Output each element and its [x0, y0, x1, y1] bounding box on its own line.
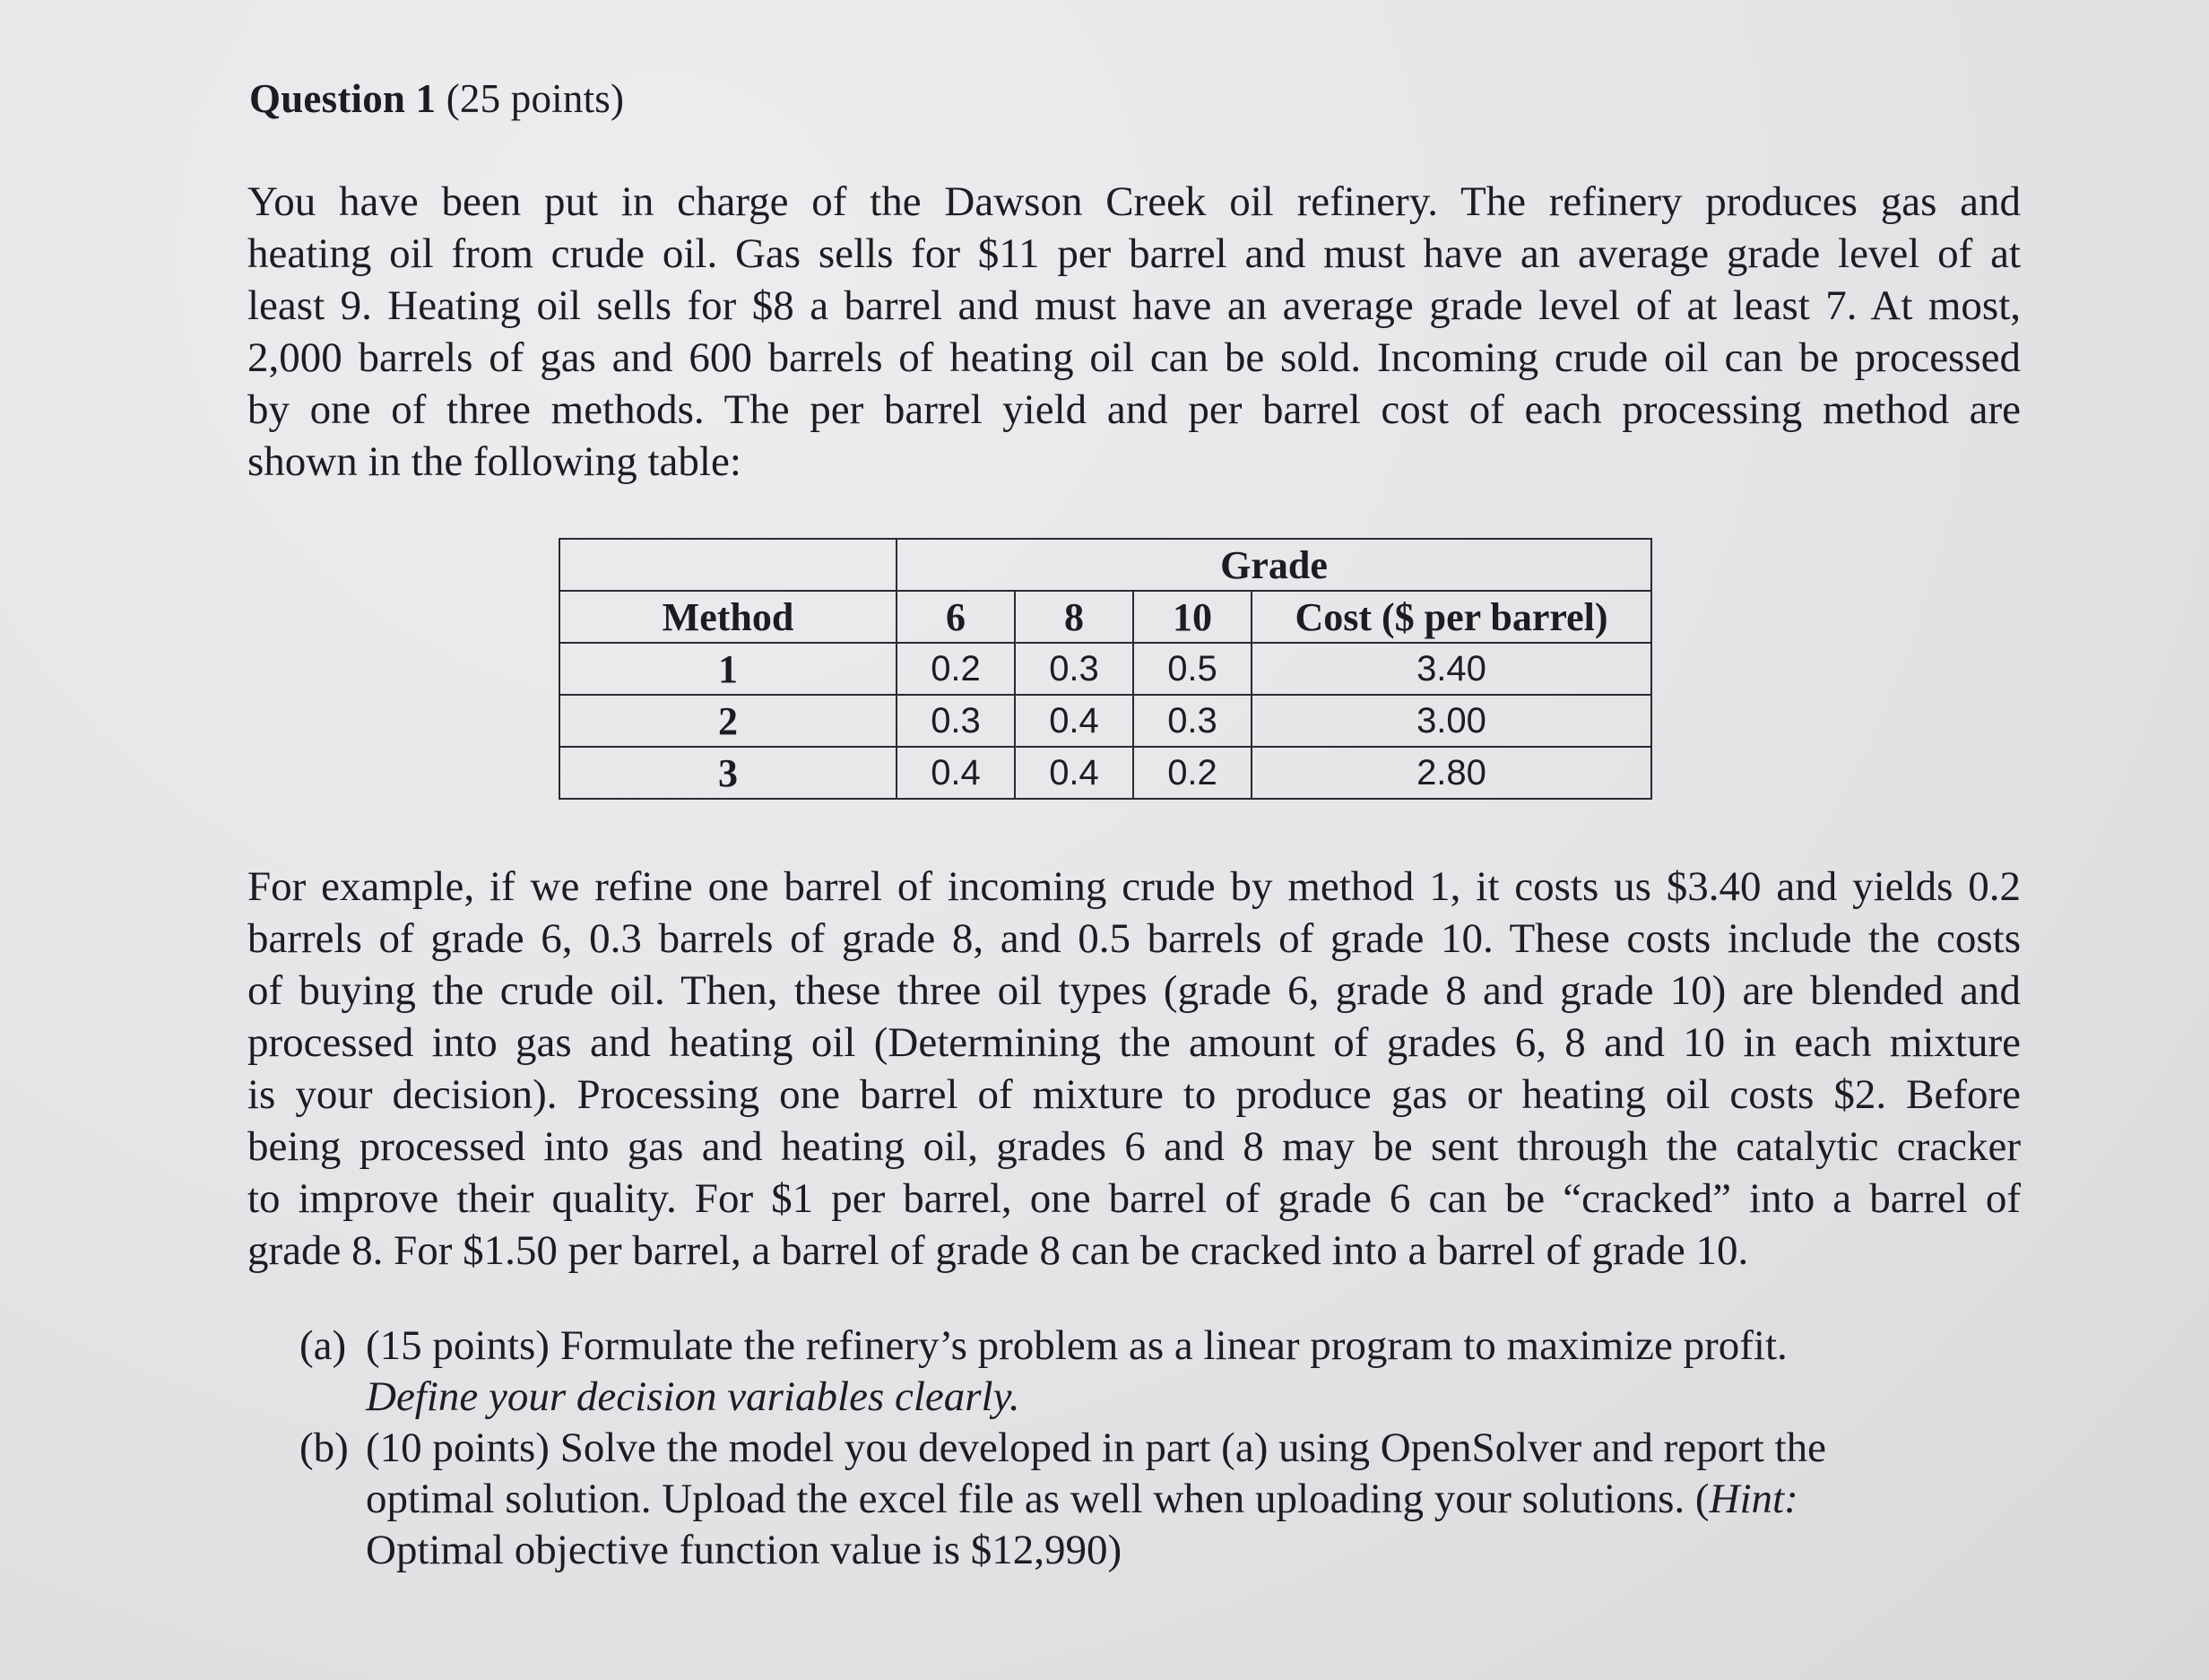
grade-6-cell: 0.2 — [897, 643, 1015, 695]
table-row — [559, 695, 1651, 747]
grade-10-cell: 0.5 — [1133, 643, 1252, 695]
question-parts — [299, 1321, 1913, 1576]
column-header-grade-10: 10 — [1133, 591, 1252, 643]
grade-8-cell: 0.3 — [1015, 643, 1133, 695]
grade-8-cell: 0.4 — [1015, 747, 1133, 799]
intro-paragraph — [247, 176, 2021, 488]
question-heading — [249, 75, 624, 122]
column-header-grade-6: 6 — [897, 591, 1015, 643]
table-cell — [559, 539, 897, 591]
intro-line: 2,000 barrels of gas and 600 barrels of heating oil can be sold. Incoming crude oil can be processed — [247, 334, 2021, 381]
table-row — [559, 747, 1651, 799]
grade-10-cell: 0.3 — [1133, 695, 1252, 747]
part-b-text: (10 points) Solve the model you developed in part (a) using OpenSolver and report the — [366, 1425, 1826, 1471]
example-paragraph — [247, 861, 2021, 1277]
hint-label: Hint: — [1709, 1476, 1798, 1522]
method-cell: 1 — [559, 643, 897, 695]
example-line: For example, if we refine one barrel of incoming crude by method 1, it costs us $3.40 and yields 0.2 — [247, 863, 2021, 910]
method-cell: 3 — [559, 747, 897, 799]
intro-line: heating oil from crude oil. Gas sells for $11 per barrel and must have an average grade level of at — [247, 230, 2021, 277]
intro-line: by one of three methods. The per barrel yield and per barrel cost of each processing method are — [247, 386, 2021, 433]
part-a-instruction: Define your decision variables clearly. — [366, 1373, 1020, 1420]
part-a-label: (a) — [299, 1322, 347, 1369]
column-header-grade-8: 8 — [1015, 591, 1133, 643]
intro-line: least 9. Heating oil sells for $8 a barrel and must have an average grade level of at least 7. At most, — [247, 282, 2021, 329]
example-line: processed into gas and heating oil (Determining the amount of grades 6, 8 and 10 in each mixture — [247, 1019, 2021, 1066]
part-a — [299, 1321, 1913, 1423]
example-line: is your decision). Processing one barrel of mixture to produce gas or heating oil costs $2. Before — [247, 1071, 2021, 1118]
column-header-cost: Cost ($ per barrel) — [1252, 591, 1651, 643]
part-b-upload-text: optimal solution. Upload the excel file as well when uploading your solutions. ( — [366, 1476, 1710, 1522]
question-points: (25 points) — [446, 76, 625, 121]
part-a-text: (15 points) Formulate the refinery’s problem as a linear program to maximize profit. — [366, 1322, 1788, 1369]
method-yield-table — [559, 538, 1652, 800]
intro-line: You have been put in charge of the Dawson Creek oil refinery. The refinery produces gas and — [247, 178, 2021, 225]
grade-6-cell: 0.3 — [897, 695, 1015, 747]
grade-group-header: Grade — [897, 539, 1651, 591]
example-line: barrels of grade 6, 0.3 barrels of grade 8, and 0.5 barrels of grade 10. These costs include the costs — [247, 915, 2021, 962]
grade-8-cell: 0.4 — [1015, 695, 1133, 747]
cost-cell: 2.80 — [1252, 747, 1651, 799]
example-line: of buying the crude oil. Then, these three oil types (grade 6, grade 8 and grade 10) are blended and — [247, 967, 2021, 1014]
question-title: Question 1 — [249, 76, 437, 121]
grade-6-cell: 0.4 — [897, 747, 1015, 799]
part-b — [299, 1423, 1913, 1576]
example-line: to improve their quality. For $1 per barrel, one barrel of grade 6 can be “cracked” into a barrel of — [247, 1175, 2021, 1222]
example-line: grade 8. For $1.50 per barrel, a barrel of grade 8 can be cracked into a barrel of grade 10. — [247, 1227, 1749, 1274]
cost-cell: 3.00 — [1252, 695, 1651, 747]
part-b-label: (b) — [299, 1425, 349, 1471]
method-cell: 2 — [559, 695, 897, 747]
part-b-hint-text: Optimal objective function value is $12,990) — [366, 1527, 1122, 1573]
example-line: being processed into gas and heating oil, grades 6 and 8 may be sent through the catalytic cracker — [247, 1123, 2021, 1170]
part-b-text-line2 — [366, 1474, 1913, 1525]
intro-line: shown in the following table: — [247, 438, 741, 485]
table-group-header-row — [559, 539, 1651, 591]
cost-cell: 3.40 — [1252, 643, 1651, 695]
grade-10-cell: 0.2 — [1133, 747, 1252, 799]
column-header-method: Method — [559, 591, 897, 643]
table-row — [559, 643, 1651, 695]
table-header-row — [559, 591, 1651, 643]
